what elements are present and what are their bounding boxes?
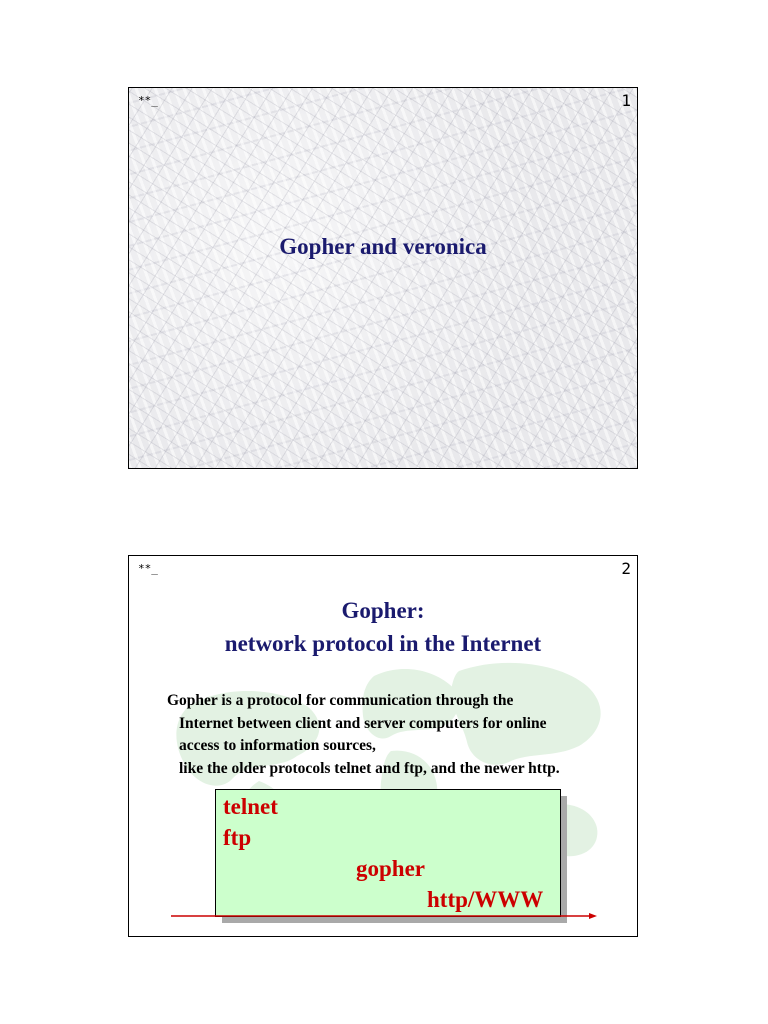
- slide-header-mark: **_: [138, 94, 158, 107]
- slide-header-mark: **_: [138, 562, 158, 575]
- slide-body-text: [167, 690, 627, 780]
- slide-title: Gopher and veronica: [279, 234, 487, 259]
- timeline-arrow-icon: [171, 908, 601, 920]
- body-line: Gopher is a protocol for communication through the: [167, 692, 514, 709]
- protocol-telnet: telnet: [223, 794, 278, 819]
- slide-number: 1: [621, 91, 631, 110]
- slide-1: [128, 87, 638, 469]
- protocol-timeline-box: [215, 789, 561, 917]
- protocol-gopher: gopher: [356, 856, 425, 881]
- slide-number: 2: [621, 559, 631, 578]
- title-line-1: Gopher:: [341, 598, 425, 623]
- protocol-ftp: ftp: [223, 825, 252, 850]
- marble-background: [129, 88, 637, 468]
- body-line: Internet between client and server computers for online: [179, 714, 547, 732]
- body-line: like the older protocols telnet and ftp, and the newer http.: [179, 759, 560, 777]
- protocol-http-www: http/WWW: [427, 887, 544, 912]
- slide-2: [128, 555, 638, 937]
- body-line: access to information sources,: [179, 737, 376, 754]
- title-line-2: network protocol in the Internet: [224, 631, 542, 656]
- slide-title: [129, 594, 637, 660]
